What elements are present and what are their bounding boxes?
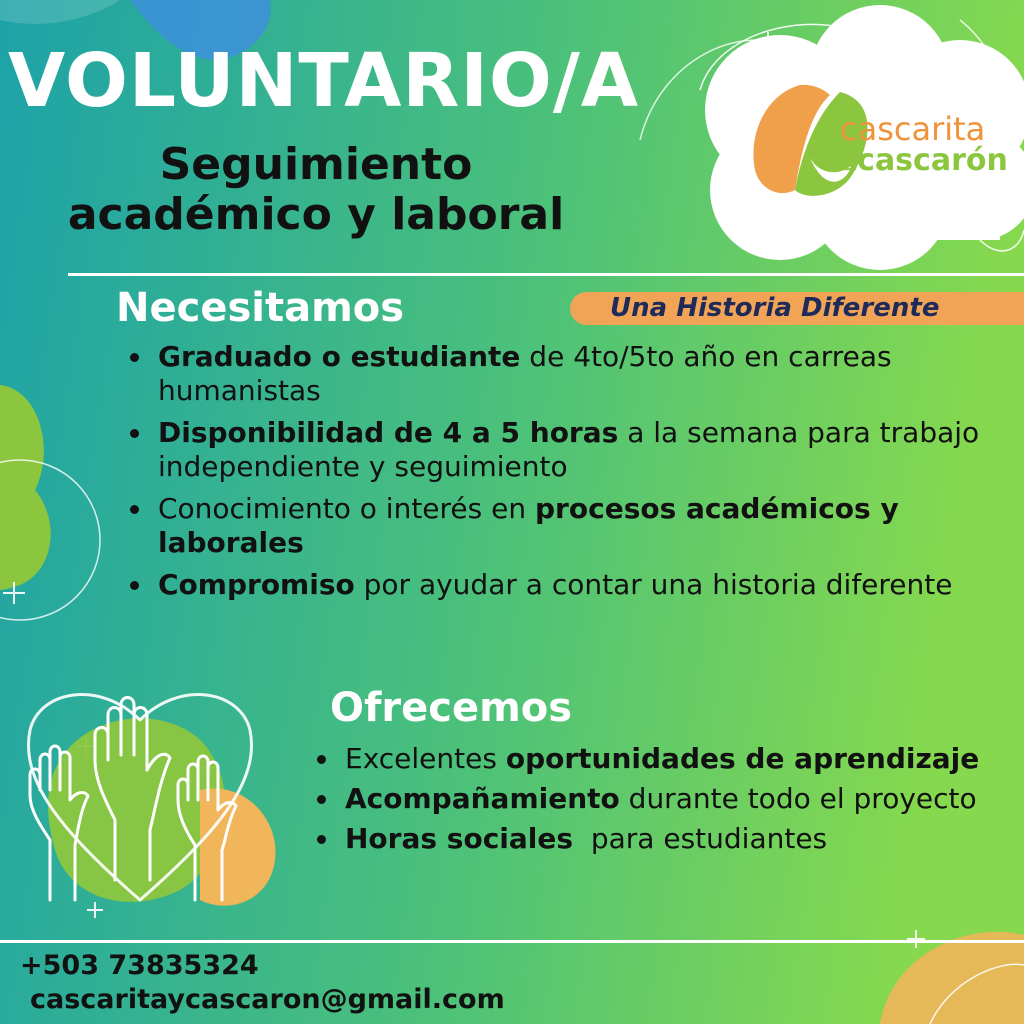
contact-phone[interactable]: +503 73835324 (20, 950, 259, 981)
list-item: Conocimiento o interés en procesos académicos y laborales (158, 492, 998, 560)
tagline-badge (570, 292, 1024, 325)
logo-ampersand: & (840, 151, 858, 176)
necesitamos-list (158, 340, 998, 610)
contact-email[interactable]: cascaritaycascaron@gmail.com (30, 984, 505, 1015)
subtitle-line-2: académico y laboral (67, 189, 565, 240)
necesitamos-heading: Necesitamos (116, 285, 405, 331)
logo-text (840, 110, 1008, 180)
list-item: Compromiso por ayudar a contar una historia diferente (158, 568, 998, 602)
list-item: Excelentes oportunidades de aprendizaje (345, 742, 1015, 776)
divider-top (68, 273, 1024, 276)
logo-name-line-1: cascarita (840, 110, 986, 148)
list-item: Disponibilidad de 4 a 5 horas a la semana para trabajo independiente y seguimiento (158, 416, 998, 484)
subtitle-line-1: Seguimiento (159, 139, 473, 190)
logo-name-line-2 (840, 145, 1008, 180)
ofrecemos-heading: Ofrecemos (330, 685, 573, 731)
ofrecemos-list (345, 742, 1015, 862)
subtitle (36, 140, 596, 240)
list-item: Graduado o estudiante de 4to/5to año en carreas humanistas (158, 340, 998, 408)
logo-name-second: cascarón (857, 143, 1008, 178)
tagline-text: Una Historia Diferente (610, 293, 940, 323)
divider-bottom (0, 940, 1024, 943)
list-item: Acompañamiento durante todo el proyecto (345, 782, 1015, 816)
list-item: Horas sociales para estudiantes (345, 822, 1015, 856)
page-title: VOLUNTARIO/A (8, 38, 640, 124)
